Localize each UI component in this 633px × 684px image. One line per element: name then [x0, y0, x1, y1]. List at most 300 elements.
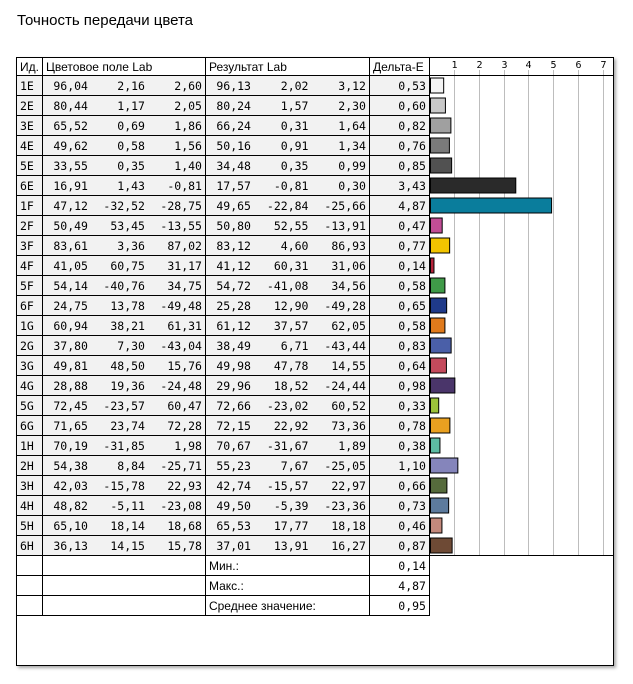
- summary-value: 4,87: [369, 576, 429, 596]
- lab-l-value: 96,13: [216, 78, 251, 93]
- delta-e-cell: 0,87: [369, 536, 429, 556]
- lab-values: [209, 199, 366, 213]
- result-lab-cell: [205, 416, 369, 436]
- summary-blank-cell: [17, 556, 43, 576]
- bar-3H: [431, 478, 447, 493]
- lab-b-value: -25,05: [324, 458, 366, 473]
- lab-l-value: 65,52: [53, 118, 88, 133]
- lab-l-value: 49,50: [216, 498, 251, 513]
- lab-values: [209, 279, 366, 293]
- lab-l-value: 70,19: [53, 438, 88, 453]
- patch-id-cell: 4H: [17, 496, 43, 516]
- patch-id-cell: 2H: [17, 456, 43, 476]
- lab-l-value: 83,61: [53, 238, 88, 253]
- lab-a-value: -5,11: [110, 498, 145, 513]
- lab-b-value: 18,18: [331, 518, 366, 533]
- lab-b-value: 1,86: [174, 118, 202, 133]
- lab-l-value: 54,14: [53, 278, 88, 293]
- lab-values: [46, 479, 202, 493]
- lab-b-value: 1,34: [338, 138, 366, 153]
- delta-e-cell: 0,76: [369, 136, 429, 156]
- lab-l-value: 61,12: [216, 318, 251, 333]
- lab-values: [46, 419, 202, 433]
- lab-b-value: 22,97: [331, 478, 366, 493]
- lab-values: [209, 179, 366, 193]
- lab-values: [209, 379, 366, 393]
- target-lab-cell: [42, 336, 205, 356]
- lab-l-value: 16,91: [53, 178, 88, 193]
- table-row: [17, 456, 430, 476]
- bar-3F: [431, 238, 450, 253]
- lab-l-value: 72,15: [216, 418, 251, 433]
- patch-id-cell: 2F: [17, 216, 43, 236]
- header-delta: Дельта-E: [369, 58, 429, 76]
- bar-6E: [431, 178, 516, 193]
- target-lab-cell: [42, 256, 205, 276]
- delta-e-cell: 4,87: [369, 196, 429, 216]
- bar-1G: [431, 318, 445, 333]
- bar-4F: [431, 258, 434, 273]
- lab-l-value: 37,01: [216, 538, 251, 553]
- result-lab-cell: [205, 516, 369, 536]
- table-row: [17, 176, 430, 196]
- result-lab-cell: [205, 316, 369, 336]
- lab-values: [46, 239, 202, 253]
- result-lab-cell: [205, 236, 369, 256]
- lab-l-value: 42,03: [53, 478, 88, 493]
- target-lab-cell: [42, 476, 205, 496]
- lab-values: [46, 219, 202, 233]
- patch-id-cell: 2E: [17, 96, 43, 116]
- lab-a-value: 53,45: [110, 218, 145, 233]
- lab-l-value: 49,62: [53, 138, 88, 153]
- lab-l-value: 50,49: [53, 218, 88, 233]
- result-lab-cell: [205, 356, 369, 376]
- summary-row: [17, 576, 430, 596]
- table-row: [17, 156, 430, 176]
- lab-values: [46, 359, 202, 373]
- delta-e-cell: 0,66: [369, 476, 429, 496]
- delta-e-cell: 0,82: [369, 116, 429, 136]
- target-lab-cell: [42, 516, 205, 536]
- lab-a-value: 52,55: [273, 218, 309, 233]
- lab-values: [46, 299, 202, 313]
- target-lab-cell: [42, 436, 205, 456]
- lab-a-value: 7,30: [117, 338, 145, 353]
- bar-5E: [431, 158, 452, 173]
- lab-b-value: 1,98: [174, 438, 202, 453]
- lab-b-value: 31,17: [167, 258, 202, 273]
- lab-b-value: 2,60: [174, 78, 202, 93]
- lab-b-value: 34,56: [331, 278, 366, 293]
- summary-value: 0,95: [369, 596, 429, 616]
- summary-row: [17, 556, 430, 576]
- lab-l-value: 50,16: [216, 138, 251, 153]
- patch-id-cell: 5F: [17, 276, 43, 296]
- patch-id-cell: 3E: [17, 116, 43, 136]
- lab-b-value: 18,68: [167, 518, 202, 533]
- lab-l-value: 66,24: [216, 118, 251, 133]
- summary-value: 0,14: [369, 556, 429, 576]
- delta-e-cell: 0,33: [369, 396, 429, 416]
- x-tick-label: 4: [525, 60, 532, 71]
- lab-l-value: 47,12: [53, 198, 88, 213]
- result-lab-cell: [205, 536, 369, 556]
- lab-a-value: 8,84: [117, 458, 145, 473]
- lab-l-value: 54,38: [53, 458, 88, 473]
- bar-6F: [431, 298, 447, 313]
- lab-b-value: 34,75: [167, 278, 202, 293]
- lab-a-value: -23,57: [103, 398, 145, 413]
- lab-l-value: 80,24: [216, 98, 251, 113]
- lab-a-value: 60,75: [110, 258, 145, 273]
- result-lab-cell: [205, 176, 369, 196]
- lab-a-value: -41,08: [266, 278, 309, 293]
- lab-l-value: 41,05: [53, 258, 88, 273]
- lab-b-value: -13,91: [324, 218, 366, 233]
- lab-values: [209, 399, 366, 413]
- lab-values: [46, 319, 202, 333]
- lab-b-value: -43,44: [324, 338, 366, 353]
- lab-values: [46, 99, 202, 113]
- summary-row: [17, 596, 430, 616]
- x-tick-label: 5: [550, 60, 557, 71]
- patch-id-cell: 6H: [17, 536, 43, 556]
- lab-l-value: 72,45: [53, 398, 88, 413]
- patch-id-cell: 2G: [17, 336, 43, 356]
- result-lab-cell: [205, 436, 369, 456]
- lab-values: [209, 119, 366, 133]
- lab-values: [46, 199, 202, 213]
- lab-values: [209, 479, 366, 493]
- lab-b-value: 1,40: [174, 158, 202, 173]
- lab-a-value: 38,21: [110, 318, 145, 333]
- bar-5F: [431, 278, 445, 293]
- result-lab-cell: [205, 116, 369, 136]
- lab-b-value: -25,71: [160, 458, 202, 473]
- patch-id-cell: 5G: [17, 396, 43, 416]
- lab-l-value: 54,72: [216, 278, 251, 293]
- lab-b-value: -28,75: [160, 198, 202, 213]
- lab-values: [46, 79, 202, 93]
- delta-e-cell: 0,73: [369, 496, 429, 516]
- lab-a-value: 13,78: [110, 298, 145, 313]
- lab-b-value: 22,93: [167, 478, 202, 493]
- target-lab-cell: [42, 216, 205, 236]
- delta-e-cell: 0,60: [369, 96, 429, 116]
- bar-4H: [431, 498, 449, 513]
- lab-l-value: 96,04: [53, 78, 88, 93]
- result-lab-cell: [205, 76, 369, 96]
- summary-blank-cell: [17, 576, 43, 596]
- bar-6G: [431, 418, 450, 433]
- lab-a-value: -23,02: [266, 398, 309, 413]
- lab-b-value: -43,04: [160, 338, 202, 353]
- lab-a-value: 0,35: [280, 158, 309, 173]
- result-lab-cell: [205, 96, 369, 116]
- page-title: Точность передачи цвета: [17, 12, 194, 29]
- x-tick-label: 3: [501, 60, 508, 71]
- bar-1F: [431, 198, 552, 213]
- lab-values: [209, 459, 366, 473]
- table-row: [17, 436, 430, 456]
- lab-a-value: -15,57: [266, 478, 309, 493]
- lab-values: [46, 519, 202, 533]
- result-lab-cell: [205, 276, 369, 296]
- delta-e-cell: 0,38: [369, 436, 429, 456]
- lab-a-value: 12,90: [273, 298, 309, 313]
- lab-values: [209, 539, 366, 553]
- lab-values: [46, 539, 202, 553]
- bar-2G: [431, 338, 452, 353]
- table-row: [17, 136, 430, 156]
- lab-b-value: 62,05: [331, 318, 366, 333]
- table-row: [17, 336, 430, 356]
- lab-a-value: 60,31: [273, 258, 309, 273]
- table-row: [17, 76, 430, 96]
- patch-id-cell: 4G: [17, 376, 43, 396]
- lab-a-value: 7,67: [280, 458, 309, 473]
- lab-a-value: -32,52: [103, 198, 145, 213]
- header-result: Результат Lab: [205, 58, 369, 76]
- lab-b-value: -24,44: [324, 378, 366, 393]
- table-row: [17, 516, 430, 536]
- table-row: [17, 316, 430, 336]
- lab-b-value: 15,76: [167, 358, 202, 373]
- lab-l-value: 49,81: [53, 358, 88, 373]
- lab-values: [209, 139, 366, 153]
- lab-a-value: 2,16: [117, 78, 145, 93]
- table-row: [17, 196, 430, 216]
- delta-e-cell: 0,65: [369, 296, 429, 316]
- lab-l-value: 24,75: [53, 298, 88, 313]
- lab-b-value: -13,55: [160, 218, 202, 233]
- lab-b-value: -23,08: [160, 498, 202, 513]
- lab-b-value: 1,89: [338, 438, 366, 453]
- delta-e-cell: 0,53: [369, 76, 429, 96]
- lab-a-value: 19,36: [110, 378, 145, 393]
- target-lab-cell: [42, 456, 205, 476]
- delta-e-cell: 0,98: [369, 376, 429, 396]
- patch-id-cell: 4F: [17, 256, 43, 276]
- bar-6H: [431, 538, 453, 553]
- lab-a-value: 18,14: [110, 518, 145, 533]
- target-lab-cell: [42, 376, 205, 396]
- lab-l-value: 38,49: [216, 338, 251, 353]
- table-row: [17, 116, 430, 136]
- result-lab-cell: [205, 336, 369, 356]
- lab-a-value: 37,57: [273, 318, 309, 333]
- lab-a-value: 0,91: [280, 138, 309, 153]
- bar-5H: [431, 518, 442, 533]
- lab-values: [209, 259, 366, 273]
- lab-a-value: 13,91: [273, 538, 309, 553]
- lab-values: [46, 119, 202, 133]
- lab-l-value: 65,53: [216, 518, 251, 533]
- bar-1H: [431, 438, 440, 453]
- lab-values: [46, 459, 202, 473]
- lab-values: [209, 339, 366, 353]
- lab-values: [209, 519, 366, 533]
- lab-b-value: 87,02: [167, 238, 202, 253]
- lab-l-value: 50,80: [216, 218, 251, 233]
- lab-a-value: -31,67: [266, 438, 309, 453]
- target-lab-cell: [42, 136, 205, 156]
- result-lab-cell: [205, 256, 369, 276]
- bar-2F: [431, 218, 443, 233]
- x-tick-label: 6: [575, 60, 582, 71]
- target-lab-cell: [42, 296, 205, 316]
- summary-blank-cell: [42, 556, 205, 576]
- lab-values: [209, 79, 366, 93]
- lab-a-value: -31,85: [103, 438, 145, 453]
- lab-b-value: 73,36: [331, 418, 366, 433]
- lab-l-value: 36,13: [53, 538, 88, 553]
- lab-b-value: 16,27: [331, 538, 366, 553]
- lab-values: [209, 359, 366, 373]
- patch-id-cell: 5H: [17, 516, 43, 536]
- lab-values: [46, 439, 202, 453]
- result-lab-cell: [205, 376, 369, 396]
- patch-id-cell: 1E: [17, 76, 43, 96]
- x-tick-label: 2: [476, 60, 483, 71]
- delta-e-cell: 1,10: [369, 456, 429, 476]
- table-row: [17, 356, 430, 376]
- lab-b-value: 1,64: [338, 118, 366, 133]
- lab-b-value: 0,30: [338, 178, 366, 193]
- result-lab-cell: [205, 456, 369, 476]
- table-row: [17, 216, 430, 236]
- lab-b-value: -49,28: [324, 298, 366, 313]
- lab-l-value: 49,98: [216, 358, 251, 373]
- lab-a-value: 0,31: [280, 118, 309, 133]
- result-lab-cell: [205, 156, 369, 176]
- bar-5G: [431, 398, 439, 413]
- result-lab-cell: [205, 216, 369, 236]
- patch-id-cell: 6F: [17, 296, 43, 316]
- bar-4E: [431, 138, 450, 153]
- lab-values: [209, 439, 366, 453]
- lab-values: [209, 419, 366, 433]
- lab-values: [46, 179, 202, 193]
- bar-4G: [431, 378, 455, 393]
- delta-e-cell: 3,43: [369, 176, 429, 196]
- patch-id-cell: 1H: [17, 436, 43, 456]
- lab-a-value: -40,76: [103, 278, 145, 293]
- lab-a-value: 18,52: [273, 378, 309, 393]
- result-lab-cell: [205, 296, 369, 316]
- lab-values: [209, 239, 366, 253]
- delta-e-cell: 0,14: [369, 256, 429, 276]
- table-row: [17, 476, 430, 496]
- lab-a-value: 14,15: [110, 538, 145, 553]
- delta-e-cell: 0,78: [369, 416, 429, 436]
- lab-l-value: 49,65: [216, 198, 251, 213]
- bar-3E: [431, 118, 451, 133]
- lab-values: [209, 499, 366, 513]
- lab-l-value: 55,23: [216, 458, 251, 473]
- summary-label: Мин.:: [205, 556, 369, 576]
- lab-l-value: 48,82: [53, 498, 88, 513]
- table-row: [17, 376, 430, 396]
- result-lab-cell: [205, 196, 369, 216]
- x-tick-label: 7: [600, 60, 607, 71]
- table-row: [17, 496, 430, 516]
- lab-b-value: 31,06: [331, 258, 366, 273]
- summary-blank-cell: [17, 596, 43, 616]
- delta-e-cell: 0,64: [369, 356, 429, 376]
- lab-b-value: -25,66: [324, 198, 366, 213]
- lab-a-value: 1,57: [280, 98, 309, 113]
- lab-a-value: -5,39: [273, 498, 309, 513]
- patch-id-cell: 1G: [17, 316, 43, 336]
- lab-a-value: 3,36: [117, 238, 145, 253]
- summary-label: Макс.:: [205, 576, 369, 596]
- lab-a-value: -22,84: [266, 198, 309, 213]
- lab-l-value: 71,65: [53, 418, 88, 433]
- delta-e-cell: 0,46: [369, 516, 429, 536]
- target-lab-cell: [42, 356, 205, 376]
- bar-2H: [431, 458, 458, 473]
- patch-id-cell: 3H: [17, 476, 43, 496]
- table-row: [17, 396, 430, 416]
- summary-blank-cell: [42, 596, 205, 616]
- lab-l-value: 42,74: [216, 478, 251, 493]
- lab-b-value: -23,36: [324, 498, 366, 513]
- table-row: [17, 536, 430, 556]
- lab-l-value: 25,28: [216, 298, 251, 313]
- header-id: Ид.: [17, 58, 43, 76]
- delta-e-bar-chart: [429, 57, 614, 666]
- patch-id-cell: 3G: [17, 356, 43, 376]
- result-lab-cell: [205, 496, 369, 516]
- bar-2E: [431, 98, 446, 113]
- lab-l-value: 17,57: [216, 178, 251, 193]
- target-lab-cell: [42, 496, 205, 516]
- target-lab-cell: [42, 116, 205, 136]
- lab-l-value: 34,48: [216, 158, 251, 173]
- lab-l-value: 37,80: [53, 338, 88, 353]
- target-lab-cell: [42, 316, 205, 336]
- lab-a-value: 22,92: [273, 418, 309, 433]
- lab-l-value: 41,12: [216, 258, 251, 273]
- target-lab-cell: [42, 236, 205, 256]
- lab-a-value: -15,78: [103, 478, 145, 493]
- target-lab-cell: [42, 196, 205, 216]
- delta-e-cell: 0,58: [369, 276, 429, 296]
- lab-values: [209, 299, 366, 313]
- lab-a-value: 0,58: [117, 138, 145, 153]
- target-lab-cell: [42, 276, 205, 296]
- patch-id-cell: 1F: [17, 196, 43, 216]
- summary-blank-cell: [42, 576, 205, 596]
- target-lab-cell: [42, 76, 205, 96]
- target-lab-cell: [42, 176, 205, 196]
- lab-a-value: 47,78: [273, 358, 309, 373]
- table-row: [17, 256, 430, 276]
- lab-a-value: 0,69: [117, 118, 145, 133]
- lab-b-value: 60,52: [331, 398, 366, 413]
- delta-e-cell: 0,47: [369, 216, 429, 236]
- lab-a-value: 48,50: [110, 358, 145, 373]
- x-tick-label: 1: [451, 60, 458, 71]
- delta-e-cell: 0,77: [369, 236, 429, 256]
- table-row: [17, 236, 430, 256]
- lab-a-value: 1,43: [117, 178, 145, 193]
- table-body: [17, 58, 430, 616]
- lab-l-value: 33,55: [53, 158, 88, 173]
- lab-l-value: 29,96: [216, 378, 251, 393]
